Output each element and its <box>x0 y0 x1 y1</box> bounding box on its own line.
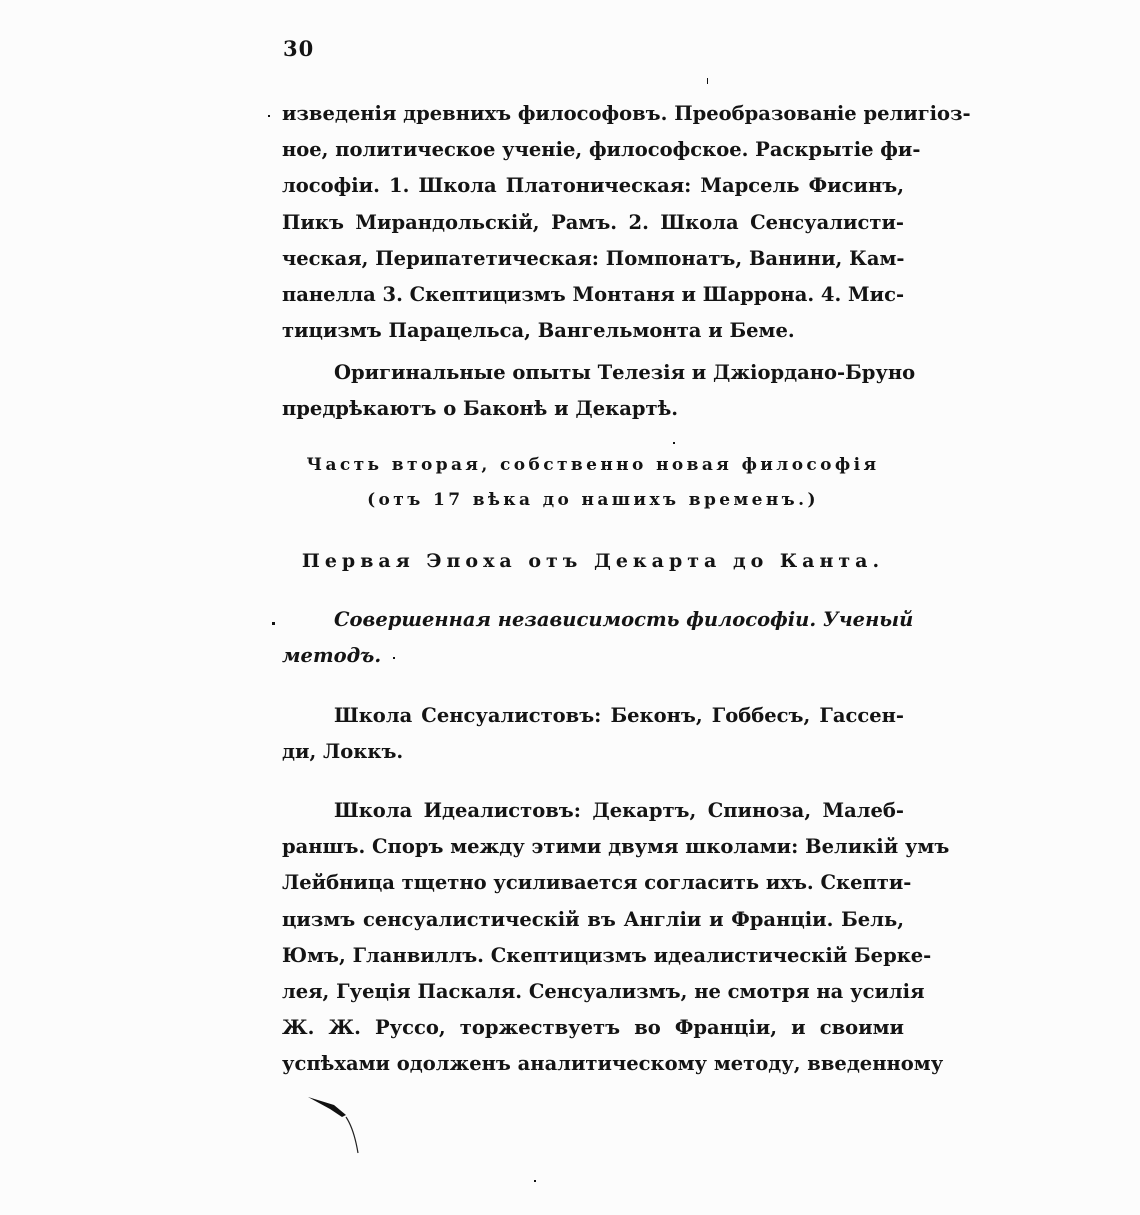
paragraph-independence <box>282 602 914 674</box>
text-line: тицизмъ Парацельса, Вангельмонта и Беме. <box>282 319 795 343</box>
page-number: 30 <box>283 36 315 61</box>
text-line: Лейбница тщетно усиливается согласить ихъ. Скепти- <box>282 871 912 895</box>
text-line: Ж. Ж. Руссо, торжествуетъ во Франціи, и своими <box>282 1016 904 1040</box>
text-line: ное, политическое ученіе, философское. Раскрытіе фи- <box>282 138 921 162</box>
text-line: Юмъ, Гланвиллъ. Скептицизмъ идеалистическій Берке- <box>282 943 932 967</box>
paragraph-renaissance-schools <box>282 96 971 349</box>
ink-speck <box>534 1180 536 1182</box>
paragraph-idealists <box>282 793 950 1083</box>
text-line: изведенія древнихъ философовъ. Преобразованіе религіоз- <box>282 102 971 125</box>
ink-speck <box>673 442 675 444</box>
text-line: лея, Гуеція Паскаля. Сенсуализмъ, не смотря на усилія <box>282 980 925 1004</box>
part-two-subtitle: (отъ 17 вѣка до нашихъ временъ.) <box>367 490 819 510</box>
ink-speck <box>268 115 270 117</box>
text-line: ди, Локкъ. <box>282 740 404 764</box>
part-two-title: Часть вторая, собственно новая философія <box>306 455 880 475</box>
text-line: раншъ. Споръ между этими двумя школами: Великій умъ <box>282 835 950 859</box>
text-line: Школа Идеалистовъ: Декартъ, Спиноза, Малеб- <box>334 799 904 822</box>
text-line: методъ. <box>282 644 382 668</box>
text-line: цизмъ сенсуалистическій въ Англіи и Франціи. Бель, <box>282 907 904 931</box>
text-line: Оригинальные опыты Телезія и Джіордано-Бруно <box>334 361 916 384</box>
part-two-heading <box>282 455 904 475</box>
text-line: Школа Сенсуалистовъ: Беконъ, Гоббесъ, Гассен- <box>334 704 904 727</box>
ink-speck <box>272 622 275 625</box>
text-line: предрѣкаютъ о Баконѣ и Декартѣ. <box>282 397 679 421</box>
ink-mark-artifact <box>300 1085 370 1160</box>
paragraph-original-experiments <box>282 355 916 427</box>
first-epoch-heading <box>282 550 904 572</box>
text-line: ческая, Перипатетическая: Помпонатъ, Ванини, Кам- <box>282 246 905 270</box>
ink-speck <box>393 657 395 659</box>
text-line: успѣхами одолженъ аналитическому методу, введенному <box>282 1052 944 1076</box>
text-line: Совершенная независимость философіи. Ученый <box>334 608 914 631</box>
text-line: панелла 3. Скептицизмъ Монтаня и Шаррона. 4. Мис- <box>282 283 905 307</box>
first-epoch-title: Первая Эпоха отъ Декарта до Канта. <box>301 550 885 572</box>
paragraph-sensualists <box>282 698 904 770</box>
part-two-subtitle-block <box>282 490 904 510</box>
ink-speck <box>707 78 708 84</box>
text-line: лософіи. 1. Школа Платоническая: Марсель Фисинъ, <box>282 174 904 198</box>
text-line: Пикъ Мирандольскій, Рамъ. 2. Школа Сенсуалисти- <box>282 210 904 234</box>
